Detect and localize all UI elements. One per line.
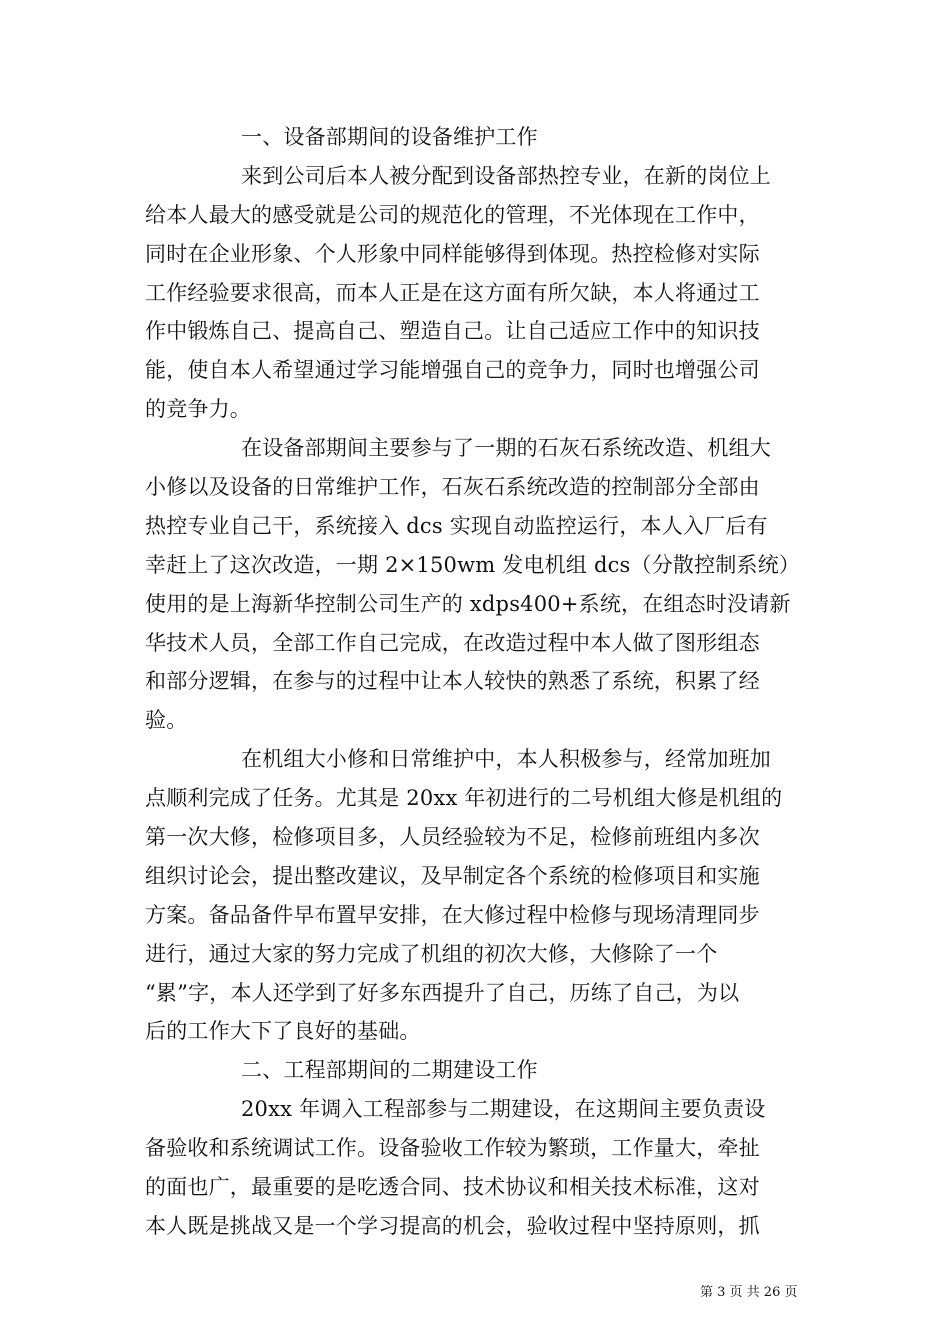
text-line: 20xx 年调入工程部参与二期建设，在这期间主要负责设 — [241, 1097, 766, 1122]
text-line: 和部分逻辑，在参与的过程中让本人较快的熟悉了系统，积累了经 — [145, 669, 760, 694]
paragraph-2 — [145, 429, 805, 740]
paragraph-1 — [145, 157, 805, 429]
text-line: 进行，通过大家的努力完成了机组的初次大修，大修除了一个 — [145, 941, 718, 966]
paragraph-4 — [145, 1090, 805, 1246]
text-line: 幸赶上了这次改造，一期 2×150wm 发电机组 dcs（分散控制系统） — [145, 552, 801, 577]
text-line: 组织讨论会，提出整改建议，及早制定各个系统的检修项目和实施 — [145, 863, 760, 888]
section-heading-1: 一、设备部期间的设备维护工作 — [241, 125, 538, 149]
text-line: “累”字，本人还学到了好多东西提升了自己，历练了自己，为以 — [145, 980, 740, 1005]
text-line: 工作经验要求很高，而本人正是在这方面有所欠缺，本人将通过工 — [145, 280, 760, 305]
text-line: 热控专业自己干，系统接入 dcs 实现自动监控运行，本人入厂后有 — [145, 513, 768, 538]
text-line: 点顺利完成了任务。尤其是 20xx 年初进行的二号机组大修是机组的 — [145, 786, 783, 811]
document-body — [145, 118, 805, 1246]
page-number-footer: 第 3 页 共 26 页 — [700, 1285, 798, 1300]
text-line: 华技术人员，全部工作自己完成，在改造过程中本人做了图形组态 — [145, 630, 760, 655]
text-line: 在机组大小修和日常维护中，本人积极参与，经常加班加 — [241, 747, 771, 772]
text-line: 同时在企业形象、个人形象中同样能够得到体现。热控检修对实际 — [145, 241, 760, 266]
text-line: 使用的是上海新华控制公司生产的 xdps400+系统，在组态时没请新 — [145, 591, 791, 616]
text-line: 的面也广，最重要的是吃透合同、技术协议和相关技术标准，这对 — [145, 1175, 760, 1200]
text-line: 第一次大修，检修项目多，人员经验较为不足，检修前班组内多次 — [145, 825, 760, 850]
text-line: 在设备部期间主要参与了一期的石灰石系统改造、机组大 — [241, 436, 771, 461]
text-line: 方案。备品备件早布置早安排，在大修过程中检修与现场清理同步 — [145, 902, 760, 927]
text-line: 后的工作大下了良好的基础。 — [145, 1019, 421, 1044]
text-line: 的竞争力。 — [145, 397, 251, 422]
text-line: 本人既是挑战又是一个学习提高的机会，验收过程中坚持原则，抓 — [145, 1213, 760, 1238]
text-line: 作中锻炼自己、提高自己、塑造自己。让自己适应工作中的知识技 — [145, 319, 760, 344]
section-heading-2: 二、工程部期间的二期建设工作 — [241, 1058, 538, 1083]
text-line: 给本人最大的感受就是公司的规范化的管理，不光体现在工作中， — [145, 202, 760, 227]
text-line: 小修以及设备的日常维护工作，石灰石系统改造的控制部分全部由 — [145, 475, 760, 500]
paragraph-3 — [145, 740, 805, 1051]
text-line: 验。 — [145, 708, 188, 733]
text-line: 备验收和系统调试工作。设备验收工作较为繁琐，工作量大，牵扯 — [145, 1136, 760, 1161]
text-line: 来到公司后本人被分配到设备部热控专业，在新的岗位上 — [241, 163, 771, 188]
text-line: 能，使自本人希望通过学习能增强自己的竞争力，同时也增强公司 — [145, 358, 760, 383]
